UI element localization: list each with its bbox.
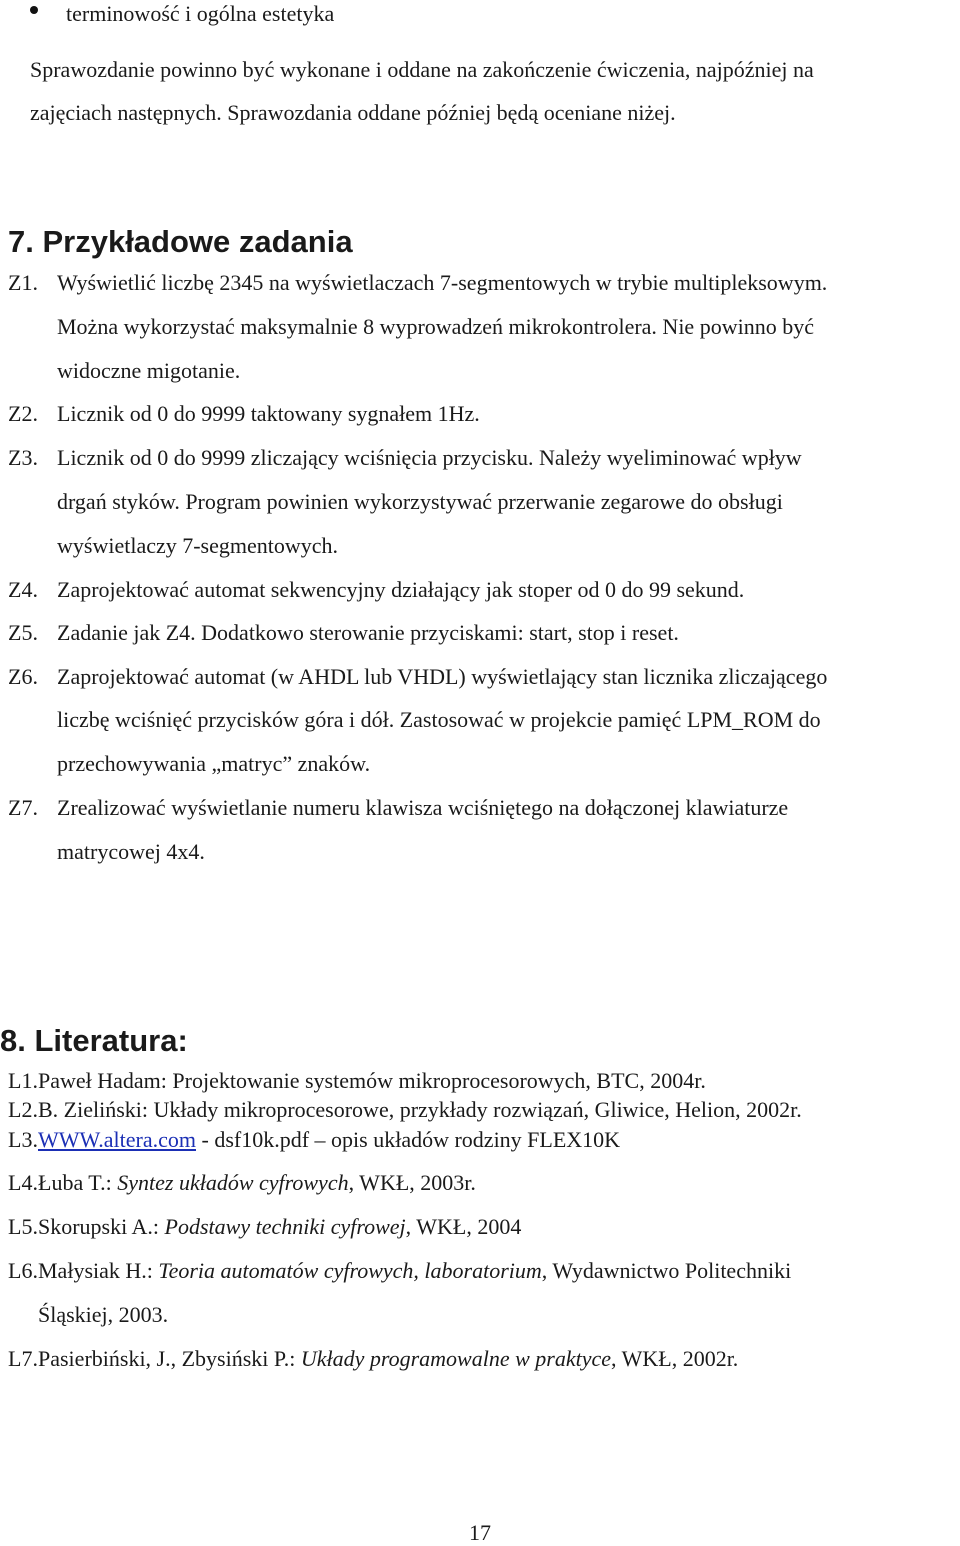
literature-author: Pasierbiński, J., Zbysiński P.: — [38, 1346, 301, 1371]
bullet-icon — [30, 6, 38, 14]
task-line: Można wykorzystać maksymalnie 8 wyprowadzeń mikrokontrolera. Nie powinno być — [57, 314, 814, 339]
literature-author: Skorupski A.: — [38, 1214, 165, 1239]
literature-item — [38, 1127, 620, 1153]
literature-item — [38, 1258, 791, 1284]
bullet-text: terminowość i ogólna estetyka — [66, 1, 335, 26]
task-label: Z1. — [8, 270, 38, 295]
task-label: Z6. — [8, 664, 38, 689]
literature-publisher: , WKŁ, 2004 — [405, 1214, 522, 1239]
literature-text: Śląskiej, 2003. — [38, 1302, 169, 1327]
task-line: Zaprojektować automat (w AHDL lub VHDL) wyświetlający stan licznika zliczającego — [57, 664, 828, 689]
literature-item — [38, 1214, 521, 1240]
task-line: matrycowej 4x4. — [57, 839, 205, 864]
task-label: Z5. — [8, 620, 38, 645]
literature-label: L2. — [8, 1097, 38, 1122]
literature-item — [38, 1170, 476, 1196]
literature-label: L6. — [8, 1258, 38, 1283]
literature-label: L1. — [8, 1068, 38, 1093]
literature-title: Podstawy techniki cyfrowej — [164, 1214, 406, 1239]
literature-text: - dsf10k.pdf – opis układów rodziny FLEX10K — [196, 1127, 621, 1152]
task-line: liczbę wciśnięć przycisków góra i dół. Zastosować w projekcie pamięć LPM_ROM do — [57, 707, 821, 732]
task-line: przechowywania „matryc” znaków. — [57, 751, 371, 776]
literature-title: Syntez układów cyfrowych — [117, 1170, 349, 1195]
section-heading: 7. Przykładowe zadania — [8, 224, 353, 259]
literature-item — [38, 1346, 738, 1372]
literature-author: Łuba T.: — [38, 1170, 118, 1195]
literature-author: Małysiak H.: — [38, 1258, 159, 1283]
task-line: Wyświetlić liczbę 2345 na wyświetlaczach 7-segmentowych w trybie multipleksowym. — [57, 270, 828, 295]
literature-label: L3. — [8, 1127, 38, 1152]
task-line: Licznik od 0 do 9999 zliczający wciśnięcia przycisku. Należy wyeliminować wpływ — [57, 445, 802, 470]
literature-label: L7. — [8, 1346, 38, 1371]
altera-link[interactable]: WWW.altera.com — [38, 1127, 196, 1152]
literature-text: B. Zieliński: Układy mikroprocesorowe, przykłady rozwiązań, Gliwice, Helion, 2002r. — [38, 1097, 802, 1122]
literature-text: Paweł Hadam: Projektowanie systemów mikroprocesorowych, BTC, 2004r. — [38, 1068, 706, 1093]
paragraph-line: Sprawozdanie powinno być wykonane i oddane na zakończenie ćwiczenia, najpóźniej na — [30, 57, 814, 82]
task-label: Z4. — [8, 577, 38, 602]
literature-publisher: , WKŁ, 2002r. — [611, 1346, 739, 1371]
literature-title: Teoria automatów cyfrowych, laboratorium — [158, 1258, 542, 1283]
task-line: Licznik od 0 do 9999 taktowany sygnałem 1Hz. — [57, 401, 480, 426]
task-line: drgań styków. Program powinien wykorzystywać przerwanie zegarowe do obsługi — [57, 489, 783, 514]
task-line: Zaprojektować automat sekwencyjny działający jak stoper od 0 do 99 sekund. — [57, 577, 745, 602]
literature-label: L5. — [8, 1214, 38, 1239]
literature-publisher: , Wydawnictwo Politechniki — [541, 1258, 792, 1283]
task-label: Z2. — [8, 401, 38, 426]
task-label: Z3. — [8, 445, 38, 470]
section-heading: 8. Literatura: — [0, 1023, 188, 1058]
literature-publisher: , WKŁ, 2003r. — [348, 1170, 476, 1195]
task-line: wyświetlaczy 7-segmentowych. — [57, 533, 339, 558]
literature-label: L4. — [8, 1170, 38, 1195]
paragraph-line: zajęciach następnych. Sprawozdania oddane później będą oceniane niżej. — [30, 100, 676, 125]
task-line: Zadanie jak Z4. Dodatkowo sterowanie przyciskami: start, stop i reset. — [57, 620, 679, 645]
task-line: widoczne migotanie. — [57, 358, 241, 383]
literature-title: Układy programowalne w praktyce — [300, 1346, 611, 1371]
page-number: 17 — [469, 1520, 491, 1545]
task-label: Z7. — [8, 795, 38, 820]
task-line: Zrealizować wyświetlanie numeru klawisza wciśniętego na dołączonej klawiaturze — [57, 795, 789, 820]
